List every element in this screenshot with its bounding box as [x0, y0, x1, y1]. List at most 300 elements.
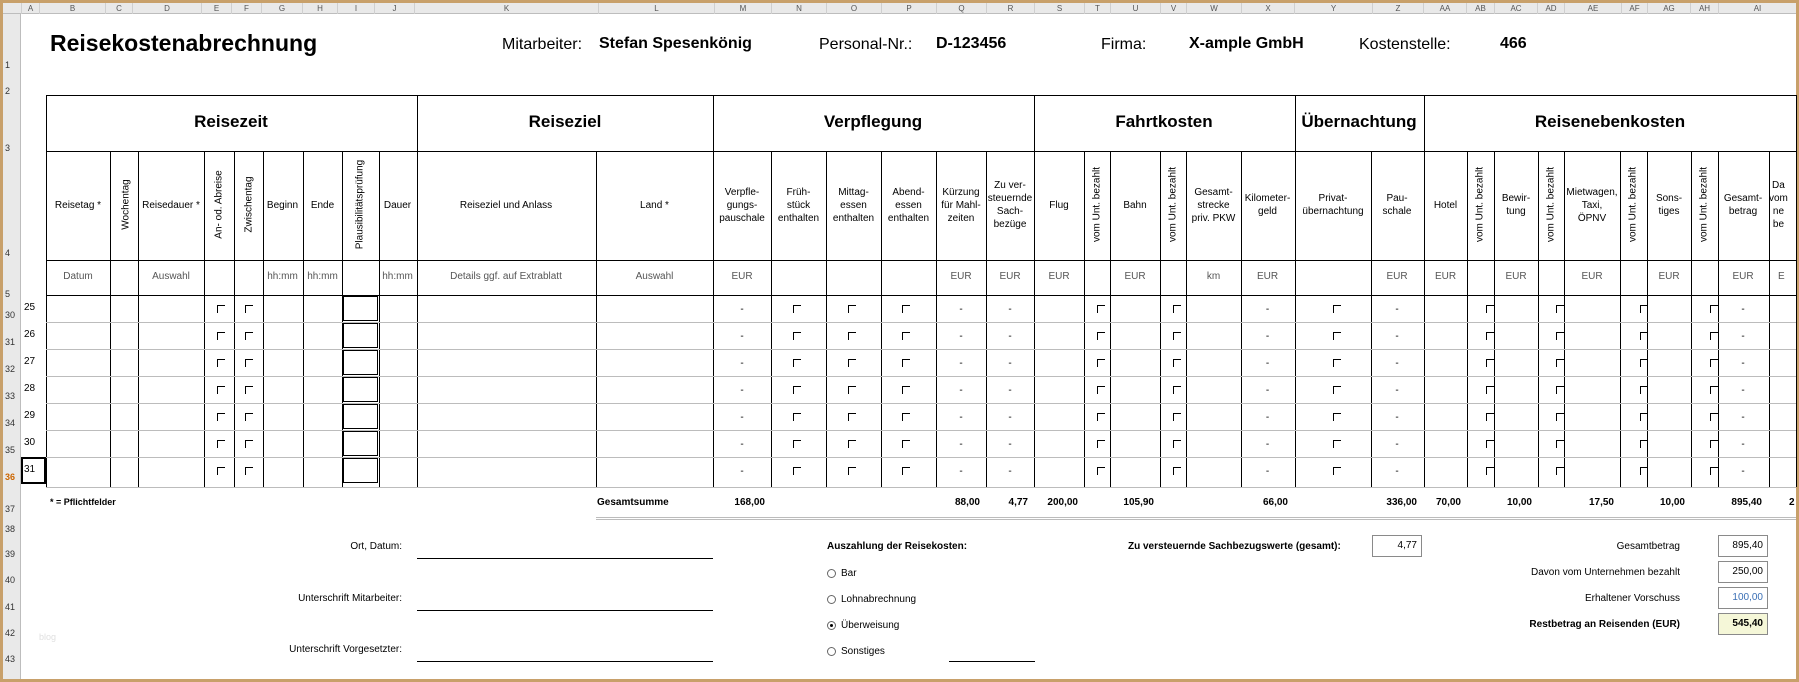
checkbox[interactable]	[1173, 332, 1181, 340]
empty-value-cell: -	[1008, 304, 1012, 315]
checkbox[interactable]	[1486, 359, 1494, 367]
row-header-5[interactable]: 5	[5, 289, 11, 299]
column-divider	[1691, 151, 1692, 487]
gesamtbetrag-label: Gesamtbetrag	[1616, 541, 1680, 552]
total-flug: 200,00	[1047, 497, 1078, 508]
checkbox[interactable]	[902, 305, 910, 313]
column-header-ae[interactable]: AE	[1564, 3, 1621, 14]
col-vom-unt-flug: vom Unt. bezahlt	[1091, 166, 1103, 243]
column-header-p[interactable]: P	[881, 3, 936, 14]
col-vom-unt-hotel: vom Unt. bezahlt	[1474, 166, 1486, 243]
total-zuversteuern: 4,77	[1008, 497, 1028, 508]
unterschrift-mitarbeiter-label: Unterschrift Mitarbeiter:	[298, 593, 402, 604]
checkbox[interactable]	[1556, 386, 1564, 394]
column-header-i[interactable]: I	[337, 3, 374, 14]
checkbox[interactable]	[793, 359, 801, 367]
plausi-check-cell	[343, 296, 378, 321]
checkbox[interactable]	[1486, 440, 1494, 448]
checkbox[interactable]	[1333, 413, 1341, 421]
checkbox[interactable]	[245, 332, 253, 340]
restbetrag-value: 545,40	[1718, 613, 1768, 635]
checkbox[interactable]	[793, 386, 801, 394]
company-value[interactable]: X-ample GmbH	[1189, 35, 1304, 52]
restbetrag-label: Restbetrag an Reisenden (EUR)	[1529, 619, 1680, 630]
company-label: Firma:	[1101, 36, 1147, 53]
checkbox[interactable]	[1097, 440, 1105, 448]
unit-eur-s: EUR	[1048, 271, 1070, 282]
col-vom-unt-sonstiges: vom Unt. bezahlt	[1698, 166, 1710, 243]
checkbox[interactable]	[1640, 305, 1648, 313]
unternehmen-value: 250,00	[1718, 561, 1768, 583]
radio-lohnabrechnung-label: Lohnabrechnung	[841, 594, 917, 605]
column-header-aa[interactable]: AA	[1423, 3, 1466, 14]
total-kuerzung: 88,00	[954, 497, 980, 508]
empty-value-cell: -	[740, 412, 744, 423]
checkbox[interactable]	[217, 332, 225, 340]
checkbox[interactable]	[1333, 386, 1341, 394]
checkbox[interactable]	[217, 467, 225, 475]
column-header-m[interactable]: M	[714, 3, 771, 14]
costcenter-value[interactable]: 466	[1500, 35, 1527, 52]
radio-ueberweisung[interactable]	[827, 621, 836, 630]
empty-value-cell: -	[740, 358, 744, 369]
checkbox[interactable]	[1640, 359, 1648, 367]
empty-value-cell: -	[1395, 358, 1399, 369]
checkbox[interactable]	[1333, 467, 1341, 475]
col-zwischentag: Zwischentag	[243, 176, 255, 233]
column-header-f[interactable]: F	[231, 3, 261, 14]
column-header-b[interactable]: B	[39, 3, 105, 14]
column-divider	[234, 151, 235, 487]
col-gesamtbetrag: Gesamt- betrag	[1723, 193, 1763, 217]
empty-value-cell: -	[1008, 331, 1012, 342]
unit-eur-aj: E	[1778, 271, 1785, 282]
radio-bar[interactable]	[827, 569, 836, 578]
column-header-ac[interactable]: AC	[1494, 3, 1537, 14]
row-divider	[46, 376, 1796, 377]
personnel-value[interactable]: D-123456	[936, 35, 1007, 52]
row-header-34[interactable]: 34	[5, 418, 16, 428]
empty-value-cell: -	[1395, 331, 1399, 342]
ort-datum-label: Ort, Datum:	[350, 541, 402, 552]
ort-datum-line[interactable]	[417, 558, 713, 559]
empty-value-cell: -	[1265, 304, 1270, 315]
empty-value-cell: -	[740, 466, 744, 477]
empty-value-cell: -	[1741, 331, 1745, 342]
column-header-t[interactable]: T	[1084, 3, 1110, 14]
empty-value-cell: -	[740, 385, 744, 396]
checkbox[interactable]	[1710, 413, 1718, 421]
totals-underline	[596, 517, 1796, 518]
empty-value-cell: -	[1741, 412, 1745, 423]
empty-value-cell: -	[1265, 466, 1270, 477]
active-cell-selection[interactable]	[21, 457, 46, 484]
column-header-z[interactable]: Z	[1372, 3, 1423, 14]
checkbox[interactable]	[848, 305, 856, 313]
checkbox[interactable]	[1640, 413, 1648, 421]
checkbox[interactable]	[902, 467, 910, 475]
col-bewirtung: Bewir- tung	[1501, 193, 1531, 217]
row-divider	[46, 322, 1796, 323]
checkbox[interactable]	[1556, 305, 1564, 313]
reisetag-cell[interactable]: 29	[24, 410, 36, 421]
unit-dauer: hh:mm	[382, 271, 413, 282]
plausi-check-cell	[343, 458, 378, 483]
checkbox[interactable]	[902, 332, 910, 340]
checkbox[interactable]	[1333, 359, 1341, 367]
checkbox[interactable]	[1486, 305, 1494, 313]
checkbox[interactable]	[1710, 386, 1718, 394]
row-divider	[46, 457, 1796, 458]
vorschuss-label: Erhaltener Vorschuss	[1584, 593, 1680, 604]
checkbox[interactable]	[1556, 359, 1564, 367]
sachbezug-value: 4,77	[1372, 535, 1422, 557]
column-header-w[interactable]: W	[1186, 3, 1241, 14]
plausi-check-cell	[343, 323, 378, 348]
row-header-43[interactable]: 43	[5, 654, 16, 664]
rows-bottom-border	[46, 487, 1796, 488]
row-header-36[interactable]: 36	[5, 472, 16, 482]
unit-details: Details ggf. auf Extrablatt	[450, 271, 562, 282]
unit-eur-ae: EUR	[1581, 271, 1603, 282]
checkbox[interactable]	[1173, 413, 1181, 421]
empty-value-cell: -	[1395, 466, 1399, 477]
checkbox[interactable]	[217, 386, 225, 394]
reisetag-cell[interactable]: 26	[24, 329, 36, 340]
column-divider	[1084, 151, 1085, 487]
checkbox[interactable]	[1486, 467, 1494, 475]
checkbox[interactable]	[848, 359, 856, 367]
row-header-41[interactable]: 41	[5, 602, 16, 612]
column-header-r[interactable]: R	[986, 3, 1034, 14]
checkbox[interactable]	[1710, 440, 1718, 448]
checkbox[interactable]	[1173, 359, 1181, 367]
empty-value-cell: -	[1265, 385, 1270, 396]
empty-value-cell: -	[1008, 358, 1012, 369]
unit-eur-q: EUR	[950, 271, 972, 282]
col-flug: Flug	[1049, 199, 1069, 211]
checkbox[interactable]	[1333, 440, 1341, 448]
col-vom-unt-mietwagen: vom Unt. bezahlt	[1627, 166, 1639, 243]
checkbox[interactable]	[245, 413, 253, 421]
column-header-ah[interactable]: AH	[1690, 3, 1718, 14]
reisetag-cell[interactable]: 25	[24, 302, 36, 313]
empty-value-cell: -	[1265, 358, 1270, 369]
checkbox[interactable]	[793, 332, 801, 340]
row-header-38[interactable]: 38	[5, 524, 16, 534]
column-divider	[1160, 151, 1161, 487]
checkbox[interactable]	[245, 386, 253, 394]
empty-value-cell: -	[959, 466, 963, 477]
empty-value-cell: -	[1008, 466, 1012, 477]
col-beginn: Beginn	[266, 199, 299, 211]
checkbox[interactable]	[902, 413, 910, 421]
empty-value-cell: -	[959, 331, 963, 342]
unit-beginn: hh:mm	[267, 271, 298, 282]
column-header-o[interactable]: O	[826, 3, 881, 14]
unit-eur-ag: EUR	[1658, 271, 1680, 282]
checkbox[interactable]	[1097, 413, 1105, 421]
checkbox[interactable]	[1640, 386, 1648, 394]
radio-sonstiges[interactable]	[827, 647, 836, 656]
col-vom-unt-bahn: vom Unt. bezahlt	[1167, 166, 1179, 243]
checkbox[interactable]	[1710, 359, 1718, 367]
checkbox[interactable]	[245, 305, 253, 313]
column-header-x[interactable]: X	[1241, 3, 1294, 14]
gesamtbetrag-value: 895,40	[1718, 535, 1768, 557]
checkbox[interactable]	[902, 359, 910, 367]
column-header-a[interactable]: A	[21, 3, 39, 14]
group-nebenkosten: Reisenebenkosten	[1534, 112, 1686, 131]
checkbox[interactable]	[217, 440, 225, 448]
checkbox[interactable]	[1486, 413, 1494, 421]
unterschrift-mitarbeiter-line[interactable]	[417, 610, 713, 611]
checkbox[interactable]	[793, 413, 801, 421]
checkbox[interactable]	[848, 332, 856, 340]
checkbox[interactable]	[902, 440, 910, 448]
row-header-42[interactable]: 42	[5, 628, 16, 638]
row-header-30[interactable]: 30	[5, 310, 16, 320]
checkbox[interactable]	[1097, 305, 1105, 313]
checkbox[interactable]	[217, 359, 225, 367]
column-header-ag[interactable]: AG	[1647, 3, 1690, 14]
empty-value-cell: -	[959, 439, 963, 450]
column-divider	[204, 151, 205, 487]
column-header-j[interactable]: J	[374, 3, 414, 14]
unit-ende: hh:mm	[307, 271, 338, 282]
plausi-check-cell	[343, 350, 378, 375]
checkbox[interactable]	[793, 305, 801, 313]
unterschrift-vorgesetzter-line[interactable]	[417, 661, 713, 662]
column-header-ad[interactable]: AD	[1537, 3, 1564, 14]
radio-bar-label: Bar	[841, 568, 857, 579]
checkbox[interactable]	[1333, 332, 1341, 340]
empty-value-cell: -	[1008, 439, 1012, 450]
col-reisetag: Reisetag *	[54, 199, 102, 211]
checkbox[interactable]	[217, 305, 225, 313]
checkbox[interactable]	[1486, 386, 1494, 394]
row-header-2[interactable]: 2	[5, 86, 11, 96]
personnel-label: Personal-Nr.:	[819, 36, 913, 53]
total-mietwagen: 17,50	[1588, 497, 1614, 508]
total-bewirtung: 10,00	[1506, 497, 1532, 508]
empty-value-cell: -	[1395, 412, 1399, 423]
table-top-border	[46, 95, 1796, 96]
row-header-35[interactable]: 35	[5, 445, 16, 455]
empty-value-cell: -	[1008, 412, 1012, 423]
col-hotel: Hotel	[1433, 199, 1458, 211]
col-verpflegungspauschale: Verpfle- gungs- pauschale	[719, 186, 765, 224]
row-divider	[46, 349, 1796, 350]
reisetag-cell[interactable]: 27	[24, 356, 36, 367]
column-divider	[1467, 151, 1468, 487]
column-header-s[interactable]: S	[1034, 3, 1084, 14]
total-hotel: 70,00	[1435, 497, 1461, 508]
column-header-d[interactable]: D	[132, 3, 201, 14]
checkbox[interactable]	[1710, 332, 1718, 340]
checkbox[interactable]	[1173, 386, 1181, 394]
checkbox[interactable]	[793, 440, 801, 448]
checkbox[interactable]	[1173, 305, 1181, 313]
row-header-40[interactable]: 40	[5, 575, 16, 585]
column-header-n[interactable]: N	[771, 3, 826, 14]
vorschuss-input[interactable]: 100,00	[1718, 587, 1768, 609]
col-dauer: Dauer	[383, 199, 412, 211]
table-right-border	[1796, 95, 1797, 487]
unit-km: km	[1206, 271, 1221, 282]
unit-eur-aa: EUR	[1434, 271, 1457, 282]
column-divider	[1620, 151, 1621, 487]
checkbox[interactable]	[245, 467, 253, 475]
checkbox[interactable]	[1173, 440, 1181, 448]
row-header-39[interactable]: 39	[5, 549, 16, 559]
unit-eur-z: EUR	[1386, 271, 1408, 282]
unterschrift-vorgesetzter-label: Unterschrift Vorgesetzter:	[289, 644, 402, 655]
empty-value-cell: -	[740, 331, 744, 342]
empty-value-cell: -	[959, 358, 963, 369]
col-gesamtstrecke: Gesamt- strecke priv. PKW	[1191, 186, 1236, 224]
unit-auswahl: Auswahl	[152, 271, 190, 282]
col-davon-cut: Da vom ne be	[1769, 180, 1788, 230]
col-mietwagen: Mietwagen, Taxi, ÖPNV	[1566, 186, 1618, 224]
row-header-4[interactable]: 4	[5, 248, 11, 258]
column-header-ab[interactable]: AB	[1466, 3, 1494, 14]
reisetag-cell[interactable]: 31	[24, 464, 36, 475]
checkbox[interactable]	[1097, 467, 1105, 475]
unit-eur-r: EUR	[999, 271, 1021, 282]
unit-eur-x: EUR	[1256, 271, 1279, 282]
col-zuversteuern: Zu ver- steuernde Sach- bezüge	[987, 180, 1033, 230]
empty-value-cell: -	[1395, 439, 1399, 450]
radio-ueberweisung-label: Überweisung	[841, 620, 900, 631]
checkbox[interactable]	[1640, 440, 1648, 448]
column-header-af[interactable]: AF	[1621, 3, 1647, 14]
empty-value-cell: -	[959, 385, 963, 396]
radio-sonstiges-label: Sonstiges	[841, 646, 885, 657]
auszahlung-label: Auszahlung der Reisekosten:	[827, 541, 968, 552]
subheader-bottom-border	[46, 260, 1796, 261]
reisetag-cell[interactable]: 28	[24, 383, 36, 394]
employee-label: Mitarbeiter:	[502, 36, 583, 53]
checkbox[interactable]	[1556, 467, 1564, 475]
radio-lohnabrechnung[interactable]	[827, 595, 836, 604]
col-land: Land *	[640, 199, 669, 211]
checkbox[interactable]	[1710, 305, 1718, 313]
column-header-h[interactable]: H	[302, 3, 337, 14]
checkbox[interactable]	[848, 440, 856, 448]
checkbox[interactable]	[1556, 413, 1564, 421]
unit-eur-m: EUR	[731, 271, 753, 282]
checkbox[interactable]	[1173, 467, 1181, 475]
col-anabreise: An- od. Abreise	[213, 170, 225, 239]
checkbox[interactable]	[848, 413, 856, 421]
row-header-3[interactable]: 3	[5, 143, 11, 153]
checkbox[interactable]	[1333, 305, 1341, 313]
column-header-u[interactable]: U	[1110, 3, 1160, 14]
col-kuerzung: Kürzung für Mahl- zeiten	[941, 186, 981, 224]
checkbox[interactable]	[217, 413, 225, 421]
col-abendessen: Abend- essen enthalten	[887, 186, 930, 224]
checkbox[interactable]	[1097, 332, 1105, 340]
column-header-k[interactable]: K	[414, 3, 598, 14]
unternehmen-label: Davon vom Unternehmen bezahlt	[1531, 567, 1680, 578]
watermark: blog	[39, 632, 57, 642]
total-kilometergeld: 66,00	[1262, 497, 1288, 508]
reisetag-cell[interactable]: 30	[24, 437, 36, 448]
group-reisezeit: Reisezeit	[194, 112, 268, 131]
totals-underline-2	[596, 519, 1796, 520]
row-header-32[interactable]: 32	[5, 364, 16, 374]
column-header-v[interactable]: V	[1160, 3, 1186, 14]
col-reiseziel: Reiseziel und Anlass	[459, 199, 553, 211]
row-header-1[interactable]: 1	[5, 60, 11, 70]
unit-eur-u: EUR	[1124, 271, 1146, 282]
checkbox[interactable]	[793, 467, 801, 475]
empty-value-cell: -	[1741, 385, 1745, 396]
unit-datum: Datum	[63, 271, 93, 282]
column-header-bar	[3, 3, 1796, 14]
column-header-ai[interactable]: AI	[1718, 3, 1796, 14]
empty-value-cell: -	[1741, 304, 1745, 315]
column-header-q[interactable]: Q	[936, 3, 986, 14]
column-header-g[interactable]: G	[261, 3, 302, 14]
checkbox[interactable]	[1556, 440, 1564, 448]
checkbox[interactable]	[848, 467, 856, 475]
empty-value-cell: -	[1741, 358, 1745, 369]
plausi-check-cell	[343, 404, 378, 429]
employee-value[interactable]: Stefan Spesenkönig	[599, 35, 752, 52]
group-verpflegung: Verpflegung	[823, 112, 923, 131]
empty-value-cell: -	[1265, 331, 1270, 342]
col-bahn: Bahn	[1123, 199, 1147, 211]
col-pauschale: Pau- schale	[1382, 193, 1412, 217]
column-header-c[interactable]: C	[105, 3, 132, 14]
column-header-l[interactable]: L	[598, 3, 714, 14]
col-kilometergeld: Kilometer- geld	[1244, 193, 1291, 217]
units-bottom-border	[46, 295, 1796, 296]
row-divider	[46, 430, 1796, 431]
row-header-31[interactable]: 31	[5, 337, 16, 347]
empty-value-cell: -	[740, 304, 744, 315]
column-divider	[110, 151, 111, 487]
total-sonstiges: 10,00	[1659, 497, 1685, 508]
row-header-33[interactable]: 33	[5, 391, 16, 401]
checkbox[interactable]	[245, 440, 253, 448]
unit-eur-ac: EUR	[1505, 271, 1527, 282]
row-header-37[interactable]: 37	[5, 504, 16, 514]
total-verpflegung: 168,00	[734, 497, 765, 508]
checkbox[interactable]	[1640, 467, 1648, 475]
column-header-e[interactable]: E	[201, 3, 231, 14]
checkbox[interactable]	[245, 359, 253, 367]
col-vom-unt-bewirtung: vom Unt. bezahlt	[1545, 166, 1557, 243]
sonstiges-line[interactable]	[949, 661, 1035, 662]
checkbox[interactable]	[848, 386, 856, 394]
checkbox[interactable]	[1097, 386, 1105, 394]
empty-value-cell: -	[1395, 385, 1399, 396]
checkbox[interactable]	[902, 386, 910, 394]
checkbox[interactable]	[1556, 332, 1564, 340]
checkbox[interactable]	[1640, 332, 1648, 340]
column-header-y[interactable]: Y	[1294, 3, 1372, 14]
checkbox[interactable]	[1097, 359, 1105, 367]
empty-value-cell: -	[1265, 412, 1270, 423]
page-title: Reisekostenabrechnung	[50, 30, 318, 56]
empty-value-cell: -	[959, 412, 963, 423]
col-ende: Ende	[310, 199, 335, 211]
checkbox[interactable]	[1486, 332, 1494, 340]
checkbox[interactable]	[1710, 467, 1718, 475]
